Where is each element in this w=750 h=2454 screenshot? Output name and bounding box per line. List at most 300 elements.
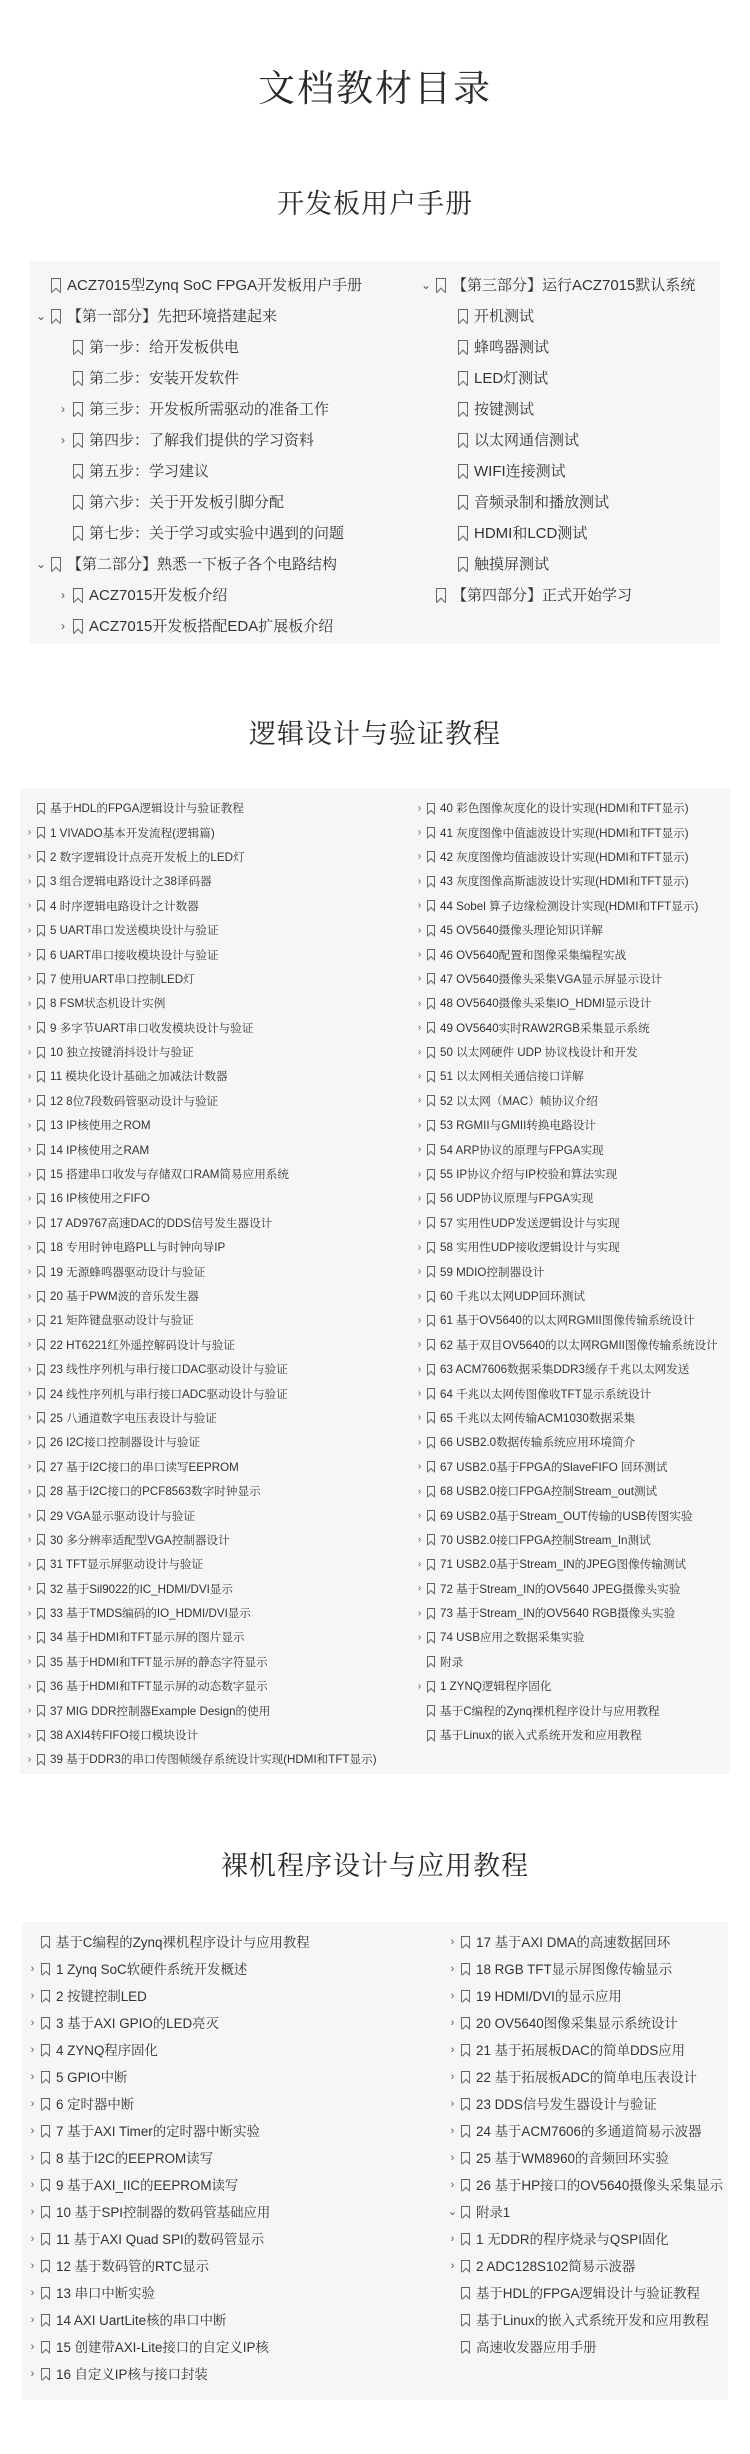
toc-item[interactable] [20, 1723, 400, 1747]
toc-item[interactable] [22, 2360, 422, 2387]
chevron-right-icon[interactable]: › [27, 900, 32, 912]
toc-item[interactable] [22, 2225, 422, 2252]
chevron-right-icon[interactable]: › [450, 1989, 455, 2002]
toc-item-label: 29 VGA显示驱动设计与验证 [50, 1509, 195, 1523]
chevron-right-icon[interactable]: › [417, 1388, 422, 1400]
chevron-right-icon[interactable]: › [30, 1989, 35, 2002]
toc-item[interactable] [20, 1357, 400, 1381]
toc-column-left [30, 269, 400, 641]
toc-item[interactable] [20, 918, 400, 942]
chevron-right-icon[interactable]: › [417, 1314, 422, 1326]
chevron-right-icon[interactable]: › [417, 851, 422, 863]
toc-item[interactable] [410, 1723, 730, 1747]
toc-item[interactable] [410, 1308, 730, 1332]
toc-item[interactable] [20, 942, 400, 966]
toc-item[interactable] [410, 918, 730, 942]
chevron-right-icon[interactable]: › [417, 1119, 422, 1131]
chevron-right-icon[interactable]: › [30, 2043, 35, 2056]
chevron-right-icon[interactable]: › [61, 401, 65, 416]
toc-item[interactable] [20, 869, 400, 893]
toc-item[interactable] [30, 455, 400, 486]
toc-item[interactable] [20, 1040, 400, 1064]
toc-item[interactable] [20, 1259, 400, 1283]
chevron-right-icon[interactable]: › [27, 1753, 32, 1765]
toc-item[interactable] [410, 1089, 730, 1113]
toc-item[interactable] [410, 1479, 730, 1503]
toc-item[interactable] [20, 1430, 400, 1454]
toc-item[interactable] [20, 796, 400, 820]
toc-item[interactable] [30, 300, 400, 331]
toc-item-label: 1 Zynq SoC软硬件系统开发概述 [56, 1962, 248, 1977]
toc-item[interactable] [20, 1113, 400, 1137]
toc-item[interactable] [410, 1284, 730, 1308]
toc-item[interactable] [410, 796, 730, 820]
toc-item[interactable] [415, 300, 720, 331]
chevron-right-icon[interactable]: › [417, 1217, 422, 1229]
toc-item[interactable] [30, 269, 400, 300]
toc-item[interactable] [410, 1577, 730, 1601]
bookmark-icon [461, 2260, 470, 2272]
toc-item[interactable] [22, 2171, 422, 2198]
chevron-right-icon[interactable]: › [450, 2259, 455, 2272]
toc-item[interactable] [442, 1982, 728, 2009]
chevron-right-icon[interactable]: › [450, 2151, 455, 2164]
chevron-right-icon[interactable]: › [30, 2313, 35, 2326]
chevron-right-icon[interactable]: › [27, 1168, 32, 1180]
chevron-right-icon[interactable]: › [417, 1558, 422, 1570]
toc-item[interactable] [442, 2198, 728, 2225]
toc-item-label: 10 独立按键消抖设计与验证 [50, 1046, 194, 1060]
toc-item[interactable] [22, 1955, 422, 1982]
chevron-right-icon[interactable]: › [27, 875, 32, 887]
toc-item-label: 57 实用性UDP发送逻辑设计与实现 [440, 1216, 620, 1230]
chevron-right-icon[interactable]: › [450, 1935, 455, 1948]
chevron-right-icon[interactable]: › [27, 1656, 32, 1668]
toc-item[interactable] [20, 1674, 400, 1698]
bookmark-icon [73, 526, 83, 540]
toc-item[interactable] [442, 2306, 728, 2333]
toc-item-label: LED灯测试 [474, 370, 549, 387]
chevron-right-icon[interactable]: › [30, 2016, 35, 2029]
toc-item[interactable] [20, 1064, 400, 1088]
toc-item[interactable] [30, 579, 400, 610]
chevron-right-icon[interactable]: › [27, 1705, 32, 1717]
toc-item[interactable] [410, 1381, 730, 1405]
chevron-right-icon[interactable]: › [27, 1436, 32, 1448]
chevron-right-icon[interactable]: › [417, 1144, 422, 1156]
toc-item[interactable] [410, 1162, 730, 1186]
chevron-right-icon[interactable]: › [417, 1680, 422, 1692]
toc-item[interactable] [415, 455, 720, 486]
bookmark-icon [458, 433, 468, 447]
chevron-right-icon[interactable]: › [27, 1388, 32, 1400]
toc-item[interactable] [410, 1528, 730, 1552]
toc-item[interactable] [410, 1064, 730, 1088]
toc-item[interactable] [20, 1625, 400, 1649]
chevron-right-icon[interactable]: › [450, 2178, 455, 2191]
bookmark-icon [461, 2287, 470, 2299]
toc-item[interactable] [410, 845, 730, 869]
chevron-right-icon[interactable]: › [27, 1022, 32, 1034]
toc-item[interactable] [20, 1308, 400, 1332]
bookmark-icon [461, 2125, 470, 2137]
chevron-right-icon[interactable]: › [27, 1119, 32, 1131]
chevron-right-icon[interactable]: › [27, 1241, 32, 1253]
toc-item[interactable] [20, 1186, 400, 1210]
chevron-right-icon[interactable]: › [27, 1363, 32, 1375]
toc-item[interactable] [30, 486, 400, 517]
toc-item[interactable] [442, 2144, 728, 2171]
toc-item[interactable] [415, 517, 720, 548]
toc-item-label: 21 矩阵键盘驱动设计与验证 [50, 1314, 194, 1328]
chevron-right-icon[interactable]: › [27, 1192, 32, 1204]
chevron-right-icon[interactable]: › [417, 1583, 422, 1595]
chevron-right-icon[interactable]: › [417, 1070, 422, 1082]
toc-item[interactable] [410, 991, 730, 1015]
toc-item-label: 7 使用UART串口控制LED灯 [50, 972, 195, 986]
toc-item[interactable] [22, 2063, 422, 2090]
chevron-right-icon[interactable]: › [417, 827, 422, 839]
chevron-right-icon[interactable]: › [417, 1485, 422, 1497]
toc-item[interactable] [410, 894, 730, 918]
chevron-right-icon[interactable]: › [30, 2124, 35, 2137]
chevron-right-icon[interactable]: › [61, 432, 65, 447]
toc-item[interactable] [410, 1235, 730, 1259]
chevron-right-icon[interactable]: › [30, 2070, 35, 2083]
toc-item[interactable] [415, 486, 720, 517]
chevron-down-icon[interactable]: ⌄ [35, 308, 47, 323]
toc-item[interactable] [20, 845, 400, 869]
toc-item[interactable] [22, 2306, 422, 2333]
chevron-right-icon[interactable]: › [450, 2124, 455, 2137]
toc-item[interactable] [20, 1211, 400, 1235]
chevron-right-icon[interactable]: › [417, 924, 422, 936]
toc-item[interactable] [30, 548, 400, 579]
toc-item[interactable] [20, 1381, 400, 1405]
toc-item[interactable] [22, 1982, 422, 2009]
toc-item[interactable] [415, 424, 720, 455]
toc-item[interactable] [410, 1625, 730, 1649]
toc-item[interactable] [410, 1455, 730, 1479]
toc-item[interactable] [410, 1674, 730, 1698]
toc-item-label: ACZ7015型Zynq SoC FPGA开发板用户手册 [67, 277, 363, 294]
toc-item[interactable] [410, 1016, 730, 1040]
toc-item[interactable] [410, 1259, 730, 1283]
toc-item[interactable] [20, 1479, 400, 1503]
toc-item[interactable] [22, 2333, 422, 2360]
chevron-right-icon[interactable]: › [27, 1095, 32, 1107]
toc-item[interactable] [442, 2171, 728, 2198]
bookmark-icon [37, 1632, 45, 1643]
bookmark-icon [458, 557, 468, 571]
chevron-right-icon[interactable]: › [417, 1339, 422, 1351]
toc-item[interactable] [20, 1016, 400, 1040]
chevron-right-icon[interactable]: › [27, 1046, 32, 1058]
chevron-right-icon[interactable]: › [27, 949, 32, 961]
chevron-right-icon[interactable]: › [450, 2232, 455, 2245]
chevron-right-icon[interactable]: › [27, 1461, 32, 1473]
toc-item-label: 音频录制和播放测试 [474, 494, 610, 511]
toc-item[interactable] [20, 1089, 400, 1113]
toc-item[interactable] [22, 1928, 422, 1955]
toc-item-label: 基于C编程的Zynq裸机程序设计与应用教程 [440, 1704, 660, 1718]
toc-item[interactable] [410, 1186, 730, 1210]
bookmark-icon [427, 1656, 435, 1667]
toc-item[interactable] [20, 1235, 400, 1259]
chevron-right-icon[interactable]: › [30, 2259, 35, 2272]
chevron-right-icon[interactable]: › [30, 2178, 35, 2191]
chevron-right-icon[interactable]: › [27, 1314, 32, 1326]
chevron-right-icon[interactable]: › [27, 1266, 32, 1278]
chevron-right-icon[interactable]: › [27, 997, 32, 1009]
toc-item[interactable] [20, 1601, 400, 1625]
chevron-right-icon[interactable]: › [417, 1168, 422, 1180]
chevron-right-icon[interactable]: › [417, 1534, 422, 1546]
toc-item[interactable] [410, 869, 730, 893]
bookmark-icon [37, 1681, 45, 1692]
toc-item[interactable] [415, 548, 720, 579]
toc-item[interactable] [22, 2252, 422, 2279]
bookmark-icon [41, 2314, 50, 2326]
toc-item[interactable] [22, 2279, 422, 2306]
toc-item[interactable] [20, 1455, 400, 1479]
bookmark-icon [41, 2098, 50, 2110]
toc-item[interactable] [442, 1928, 728, 1955]
toc-item-label: 52 以太网（MAC）帧协议介绍 [440, 1094, 598, 1108]
chevron-right-icon[interactable]: › [30, 2151, 35, 2164]
chevron-right-icon[interactable]: › [417, 1436, 422, 1448]
bookmark-icon [461, 2233, 470, 2245]
toc-item[interactable] [410, 1430, 730, 1454]
toc-item[interactable] [442, 2225, 728, 2252]
bookmark-icon [427, 1632, 435, 1643]
chevron-right-icon[interactable]: › [27, 827, 32, 839]
toc-item-label: 基于HDL的FPGA逻辑设计与验证教程 [50, 802, 244, 816]
toc-item[interactable] [410, 1137, 730, 1161]
toc-item[interactable] [410, 1333, 730, 1357]
chevron-right-icon[interactable]: › [27, 1510, 32, 1522]
toc-column-right [415, 269, 720, 610]
chevron-right-icon[interactable]: › [417, 1266, 422, 1278]
bookmark-icon [458, 340, 468, 354]
toc-item-label: 24 线性序列机与串行接口ADC驱动设计与验证 [50, 1387, 288, 1401]
chevron-right-icon[interactable]: › [27, 1680, 32, 1692]
toc-item[interactable] [410, 1406, 730, 1430]
chevron-right-icon[interactable]: › [27, 1217, 32, 1229]
chevron-right-icon[interactable]: › [30, 2286, 35, 2299]
toc-item-label: 7 基于AXI Timer的定时器中断实验 [56, 2124, 260, 2139]
toc-item[interactable] [30, 517, 400, 548]
chevron-right-icon[interactable]: › [417, 949, 422, 961]
chevron-right-icon[interactable]: › [61, 587, 65, 602]
chevron-right-icon[interactable]: › [417, 973, 422, 985]
chevron-right-icon[interactable]: › [417, 875, 422, 887]
chevron-right-icon[interactable]: › [417, 1510, 422, 1522]
chevron-right-icon[interactable]: › [417, 1607, 422, 1619]
chevron-right-icon[interactable]: › [27, 1290, 32, 1302]
chevron-down-icon[interactable]: ⌄ [420, 277, 432, 292]
chevron-right-icon[interactable]: › [61, 618, 65, 633]
chevron-right-icon[interactable]: › [27, 1607, 32, 1619]
chevron-right-icon[interactable]: › [417, 1192, 422, 1204]
toc-item[interactable] [415, 362, 720, 393]
chevron-right-icon[interactable]: › [27, 1485, 32, 1497]
toc-item[interactable] [415, 393, 720, 424]
bookmark-icon [427, 998, 435, 1009]
chevron-right-icon[interactable]: › [27, 1583, 32, 1595]
bookmark-icon [427, 1608, 435, 1619]
toc-item-label: 59 MDIO控制器设计 [440, 1265, 545, 1279]
toc-item[interactable] [415, 269, 720, 300]
chevron-right-icon[interactable]: › [450, 1962, 455, 1975]
toc-item[interactable] [410, 1552, 730, 1576]
bookmark-icon [427, 1095, 435, 1106]
chevron-right-icon[interactable]: › [417, 1461, 422, 1473]
bookmark-icon [427, 1559, 435, 1570]
toc-item-label: 16 IP核使用之FIFO [50, 1192, 150, 1206]
bookmark-icon [458, 402, 468, 416]
chevron-right-icon[interactable]: › [417, 1363, 422, 1375]
chevron-right-icon[interactable]: › [30, 2367, 35, 2380]
toc-item[interactable] [410, 1357, 730, 1381]
bookmark-icon [427, 1705, 435, 1716]
toc-item-label: 32 基于Sil9022的IC_HDMI/DVI显示 [50, 1582, 233, 1596]
chevron-right-icon[interactable]: › [417, 802, 422, 814]
toc-item-label: 70 USB2.0接口FPGA控制Stream_In测试 [440, 1533, 651, 1547]
toc-item-label: 15 搭建串口收发与存储双口RAM简易应用系统 [50, 1168, 289, 1182]
toc-item[interactable] [410, 1040, 730, 1064]
toc-item-label: 31 TFT显示屏驱动设计与验证 [50, 1558, 204, 1572]
toc-item[interactable] [30, 331, 400, 362]
toc-item[interactable] [442, 2117, 728, 2144]
toc-item[interactable] [442, 2009, 728, 2036]
chevron-right-icon[interactable]: › [27, 1144, 32, 1156]
bookmark-icon [37, 1388, 45, 1399]
toc-item[interactable] [410, 1503, 730, 1527]
toc-item[interactable] [20, 1552, 400, 1576]
toc-item[interactable] [22, 2198, 422, 2225]
toc-item[interactable] [442, 2036, 728, 2063]
chevron-right-icon[interactable]: › [30, 2097, 35, 2110]
toc-item[interactable] [442, 2063, 728, 2090]
bookmark-icon [37, 1144, 45, 1155]
chevron-right-icon[interactable]: › [27, 1631, 32, 1643]
toc-item[interactable] [410, 1650, 730, 1674]
toc-item[interactable] [30, 610, 400, 641]
toc-item[interactable] [410, 1211, 730, 1235]
section-heading-user-manual: 开发板用户手册 [277, 189, 473, 219]
toc-item[interactable] [442, 2090, 728, 2117]
toc-item[interactable] [410, 1601, 730, 1625]
chevron-right-icon[interactable]: › [27, 1070, 32, 1082]
chevron-right-icon[interactable]: › [450, 2097, 455, 2110]
bookmark-icon [73, 340, 83, 354]
toc-item[interactable] [415, 579, 720, 610]
chevron-right-icon[interactable]: › [417, 1046, 422, 1058]
toc-item[interactable] [20, 1503, 400, 1527]
toc-item[interactable] [20, 991, 400, 1015]
chevron-right-icon[interactable]: › [27, 924, 32, 936]
toc-item-label: 12 8位7段数码管驱动设计与验证 [50, 1094, 219, 1108]
toc-item[interactable] [410, 1113, 730, 1137]
chevron-right-icon[interactable]: › [30, 2205, 35, 2218]
toc-item[interactable] [20, 1284, 400, 1308]
toc-item[interactable] [20, 1137, 400, 1161]
chevron-right-icon[interactable]: › [450, 2043, 455, 2056]
toc-item[interactable] [442, 1955, 728, 1982]
toc-item[interactable] [442, 2279, 728, 2306]
toc-item[interactable] [410, 967, 730, 991]
bookmark-icon [461, 1963, 470, 1975]
chevron-right-icon[interactable]: › [27, 1339, 32, 1351]
toc-item[interactable] [415, 331, 720, 362]
toc-item[interactable] [442, 2252, 728, 2279]
toc-item[interactable] [410, 820, 730, 844]
toc-item[interactable] [410, 942, 730, 966]
toc-item[interactable] [20, 1406, 400, 1430]
toc-item[interactable] [22, 2036, 422, 2063]
chevron-right-icon[interactable]: › [417, 900, 422, 912]
chevron-right-icon[interactable]: › [30, 1962, 35, 1975]
toc-item[interactable] [22, 2144, 422, 2171]
chevron-right-icon[interactable]: › [27, 851, 32, 863]
toc-item[interactable] [20, 1162, 400, 1186]
chevron-right-icon[interactable]: › [450, 2016, 455, 2029]
chevron-right-icon[interactable]: › [27, 1729, 32, 1741]
toc-item[interactable] [442, 2333, 728, 2360]
toc-item[interactable] [20, 1650, 400, 1674]
chevron-right-icon[interactable]: › [30, 2232, 35, 2245]
toc-item[interactable] [20, 1333, 400, 1357]
chevron-right-icon[interactable]: › [27, 1558, 32, 1570]
toc-item[interactable] [30, 362, 400, 393]
toc-item-label: 10 基于SPI控制器的数码管基础应用 [56, 2205, 271, 2220]
toc-item[interactable] [22, 2117, 422, 2144]
chevron-right-icon[interactable]: › [417, 1412, 422, 1424]
chevron-right-icon[interactable]: › [450, 2070, 455, 2083]
toc-item-label: 19 HDMI/DVI的显示应用 [476, 1989, 622, 2004]
toc-item[interactable] [20, 1528, 400, 1552]
chevron-right-icon[interactable]: › [417, 1022, 422, 1034]
toc-item[interactable] [20, 967, 400, 991]
toc-item[interactable] [20, 820, 400, 844]
chevron-down-icon[interactable]: ⌄ [447, 2206, 458, 2218]
chevron-right-icon[interactable]: › [417, 1631, 422, 1643]
chevron-right-icon[interactable]: › [27, 1534, 32, 1546]
chevron-right-icon[interactable]: › [417, 997, 422, 1009]
toc-item[interactable] [22, 2009, 422, 2036]
chevron-right-icon[interactable]: › [417, 1241, 422, 1253]
toc-item[interactable] [30, 393, 400, 424]
toc-item[interactable] [22, 2090, 422, 2117]
toc-item[interactable] [410, 1698, 730, 1722]
chevron-right-icon[interactable]: › [27, 973, 32, 985]
chevron-right-icon[interactable]: › [417, 1290, 422, 1302]
toc-item[interactable] [20, 1698, 400, 1722]
toc-item-label: 49 OV5640实时RAW2RGB采集显示系统 [440, 1021, 650, 1035]
toc-item[interactable] [20, 894, 400, 918]
chevron-down-icon[interactable]: ⌄ [35, 556, 47, 571]
chevron-right-icon[interactable]: › [417, 1095, 422, 1107]
toc-item[interactable] [20, 1577, 400, 1601]
chevron-right-icon[interactable]: › [30, 2340, 35, 2353]
bookmark-icon [458, 526, 468, 540]
toc-item[interactable] [20, 1747, 400, 1771]
toc-item[interactable] [30, 424, 400, 455]
toc-item-label: 【第三部分】运行ACZ7015默认系统 [452, 277, 696, 294]
chevron-right-icon[interactable]: › [27, 1412, 32, 1424]
toc-item-label: 25 八通道数字电压表设计与验证 [50, 1411, 217, 1425]
